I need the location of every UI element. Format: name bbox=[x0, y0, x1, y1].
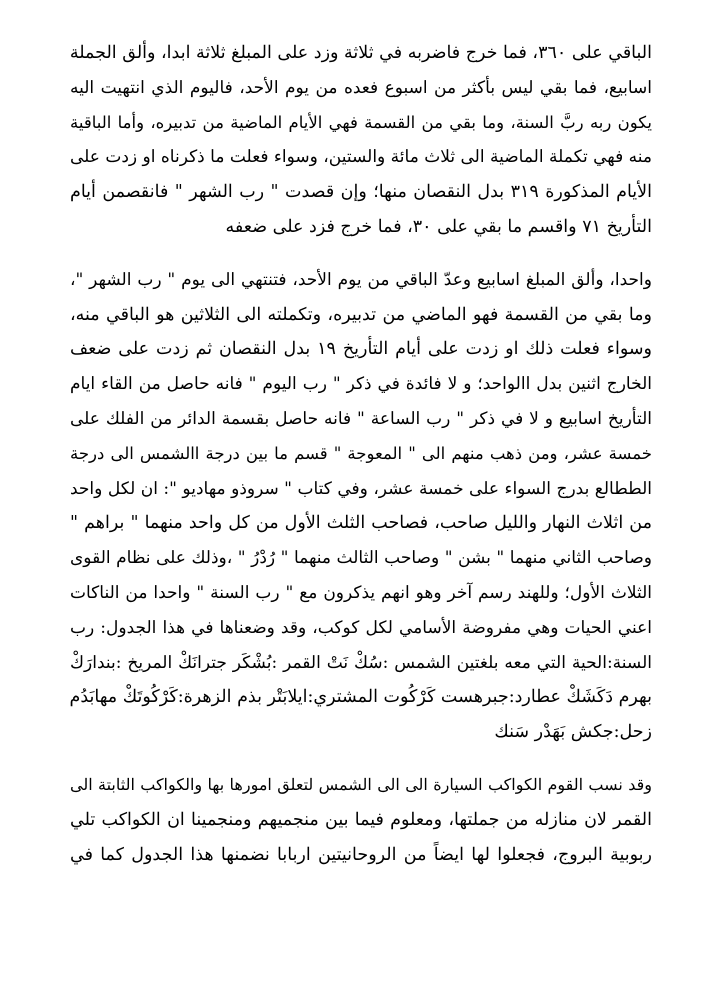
text-line: القمر لان منازله من جملتها، ومعلوم فيما بين منجميهم ومنجمينا ان الكواكب تلي bbox=[70, 809, 652, 830]
text-line: وسواء فعلت ذلك او زدت على أيام التأريخ ١٩ بدل النقصان ثم زدت على ضعف bbox=[70, 339, 652, 360]
text-line: وما بقي من القسمة فهو الماضي من تدبيره، وتكملته الى الثلاثين هو الباقي منه، bbox=[70, 304, 652, 325]
paragraph-2 bbox=[70, 263, 652, 750]
text-line: التأريخ ٧١ واقسم ما بقي على ٣٠، فما خرج فزد على ضعفه bbox=[225, 216, 652, 237]
document-page bbox=[70, 36, 652, 890]
text-line: وصاحب الثاني منهما " بشن " وصاحب الثالث منهما " رُدْرُ " ،وذلك على نظام القوى bbox=[70, 548, 652, 569]
text-line: ربوبية البروج، فجعلوا لها ايضاً من الروحانيتين اربابا نضمنها هذا الجدول كما في bbox=[70, 844, 652, 865]
text-line: السنة:الحية التي معه بلغتين الشمس :سُكْ نَتْ القمر :بُشْكَر جترانَكْ المريخ :بندارَكْ bbox=[70, 652, 652, 673]
text-line: اعني الحيات وهي مفروضة الأسامي لكل كوكب، وقد وضعناها في هذا الجدول: رب bbox=[70, 617, 652, 638]
text-line: اسابيع، فما بقي ليس بأكثر من اسبوع فعده من يوم الأحد، فاليوم الذي انتهيت اليه bbox=[70, 77, 652, 98]
paragraph-1 bbox=[70, 36, 652, 245]
text-line: زحل:جكش بَهَدْر سَنك bbox=[494, 722, 652, 743]
text-line: التأريخ اسابيع و لا في ذكر " رب الساعة " فانه حاصل بقسمة الدائر من الفلك على bbox=[70, 408, 652, 429]
text-line: الباقي على ٣٦٠، فما خرج فاضربه في ثلاثة وزد على المبلغ ثلاثة ابدا، وألق الجملة bbox=[70, 43, 652, 63]
text-line: واحدا، وألق المبلغ اسابيع وعدّ الباقي من يوم الأحد، فتنتهي الى يوم " رب الشهر "، bbox=[70, 269, 652, 290]
text-line: يكون ربه ربَّ السنة، وما بقي من القسمة فهي الأيام الماضية من تدبيره، وأما الباقية bbox=[70, 112, 652, 132]
text-line: الثلاث الأول؛ وللهند رسم آخر وهو انهم يذكرون مع " رب السنة " واحدا من الناكات bbox=[70, 582, 652, 603]
text-line: منه فهي تكملة الماضية الى ثلاث مائة والستين، وسواء فعلت ما ذكرناه او زدت على bbox=[70, 147, 652, 168]
text-line: بهرم دَكَشَكْ عطارد:جبرهست كَرْكُوت المشتري:ايلابَتْر بذم الزهرة:كَرْكُوتَكْ مهابَدُم bbox=[70, 687, 652, 708]
text-line: الططالع بدرج السواء على خمسة عشر، وفي كتاب " سروذو مهاديو ": ان لكل واحد bbox=[70, 478, 652, 499]
text-line: من اثلاث النهار والليل صاحب، فصاحب الثلث الأول من كل واحد منهما " براهم " bbox=[70, 513, 652, 534]
paragraph-3 bbox=[70, 768, 652, 872]
text-line: وقد نسب القوم الكواكب السيارة الى الى الشمس لتعلق امورها بها والكواكب الثابتة الى bbox=[70, 774, 652, 794]
text-line: الخارج اثنين بدل االواحد؛ و لا فائدة في ذكر " رب اليوم " فانه حاصل من القاء ايام bbox=[70, 374, 652, 395]
text-line: خمسة عشر، ومن ذهب منهم الى " المعوجة " قسم ما بين درجة االشمس الى درجة bbox=[70, 443, 652, 463]
text-line: الأيام المذكورة ٣١٩ بدل النقصان منها؛ وإن قصدت " رب الشهر " فانقصمن أيام bbox=[70, 182, 652, 203]
